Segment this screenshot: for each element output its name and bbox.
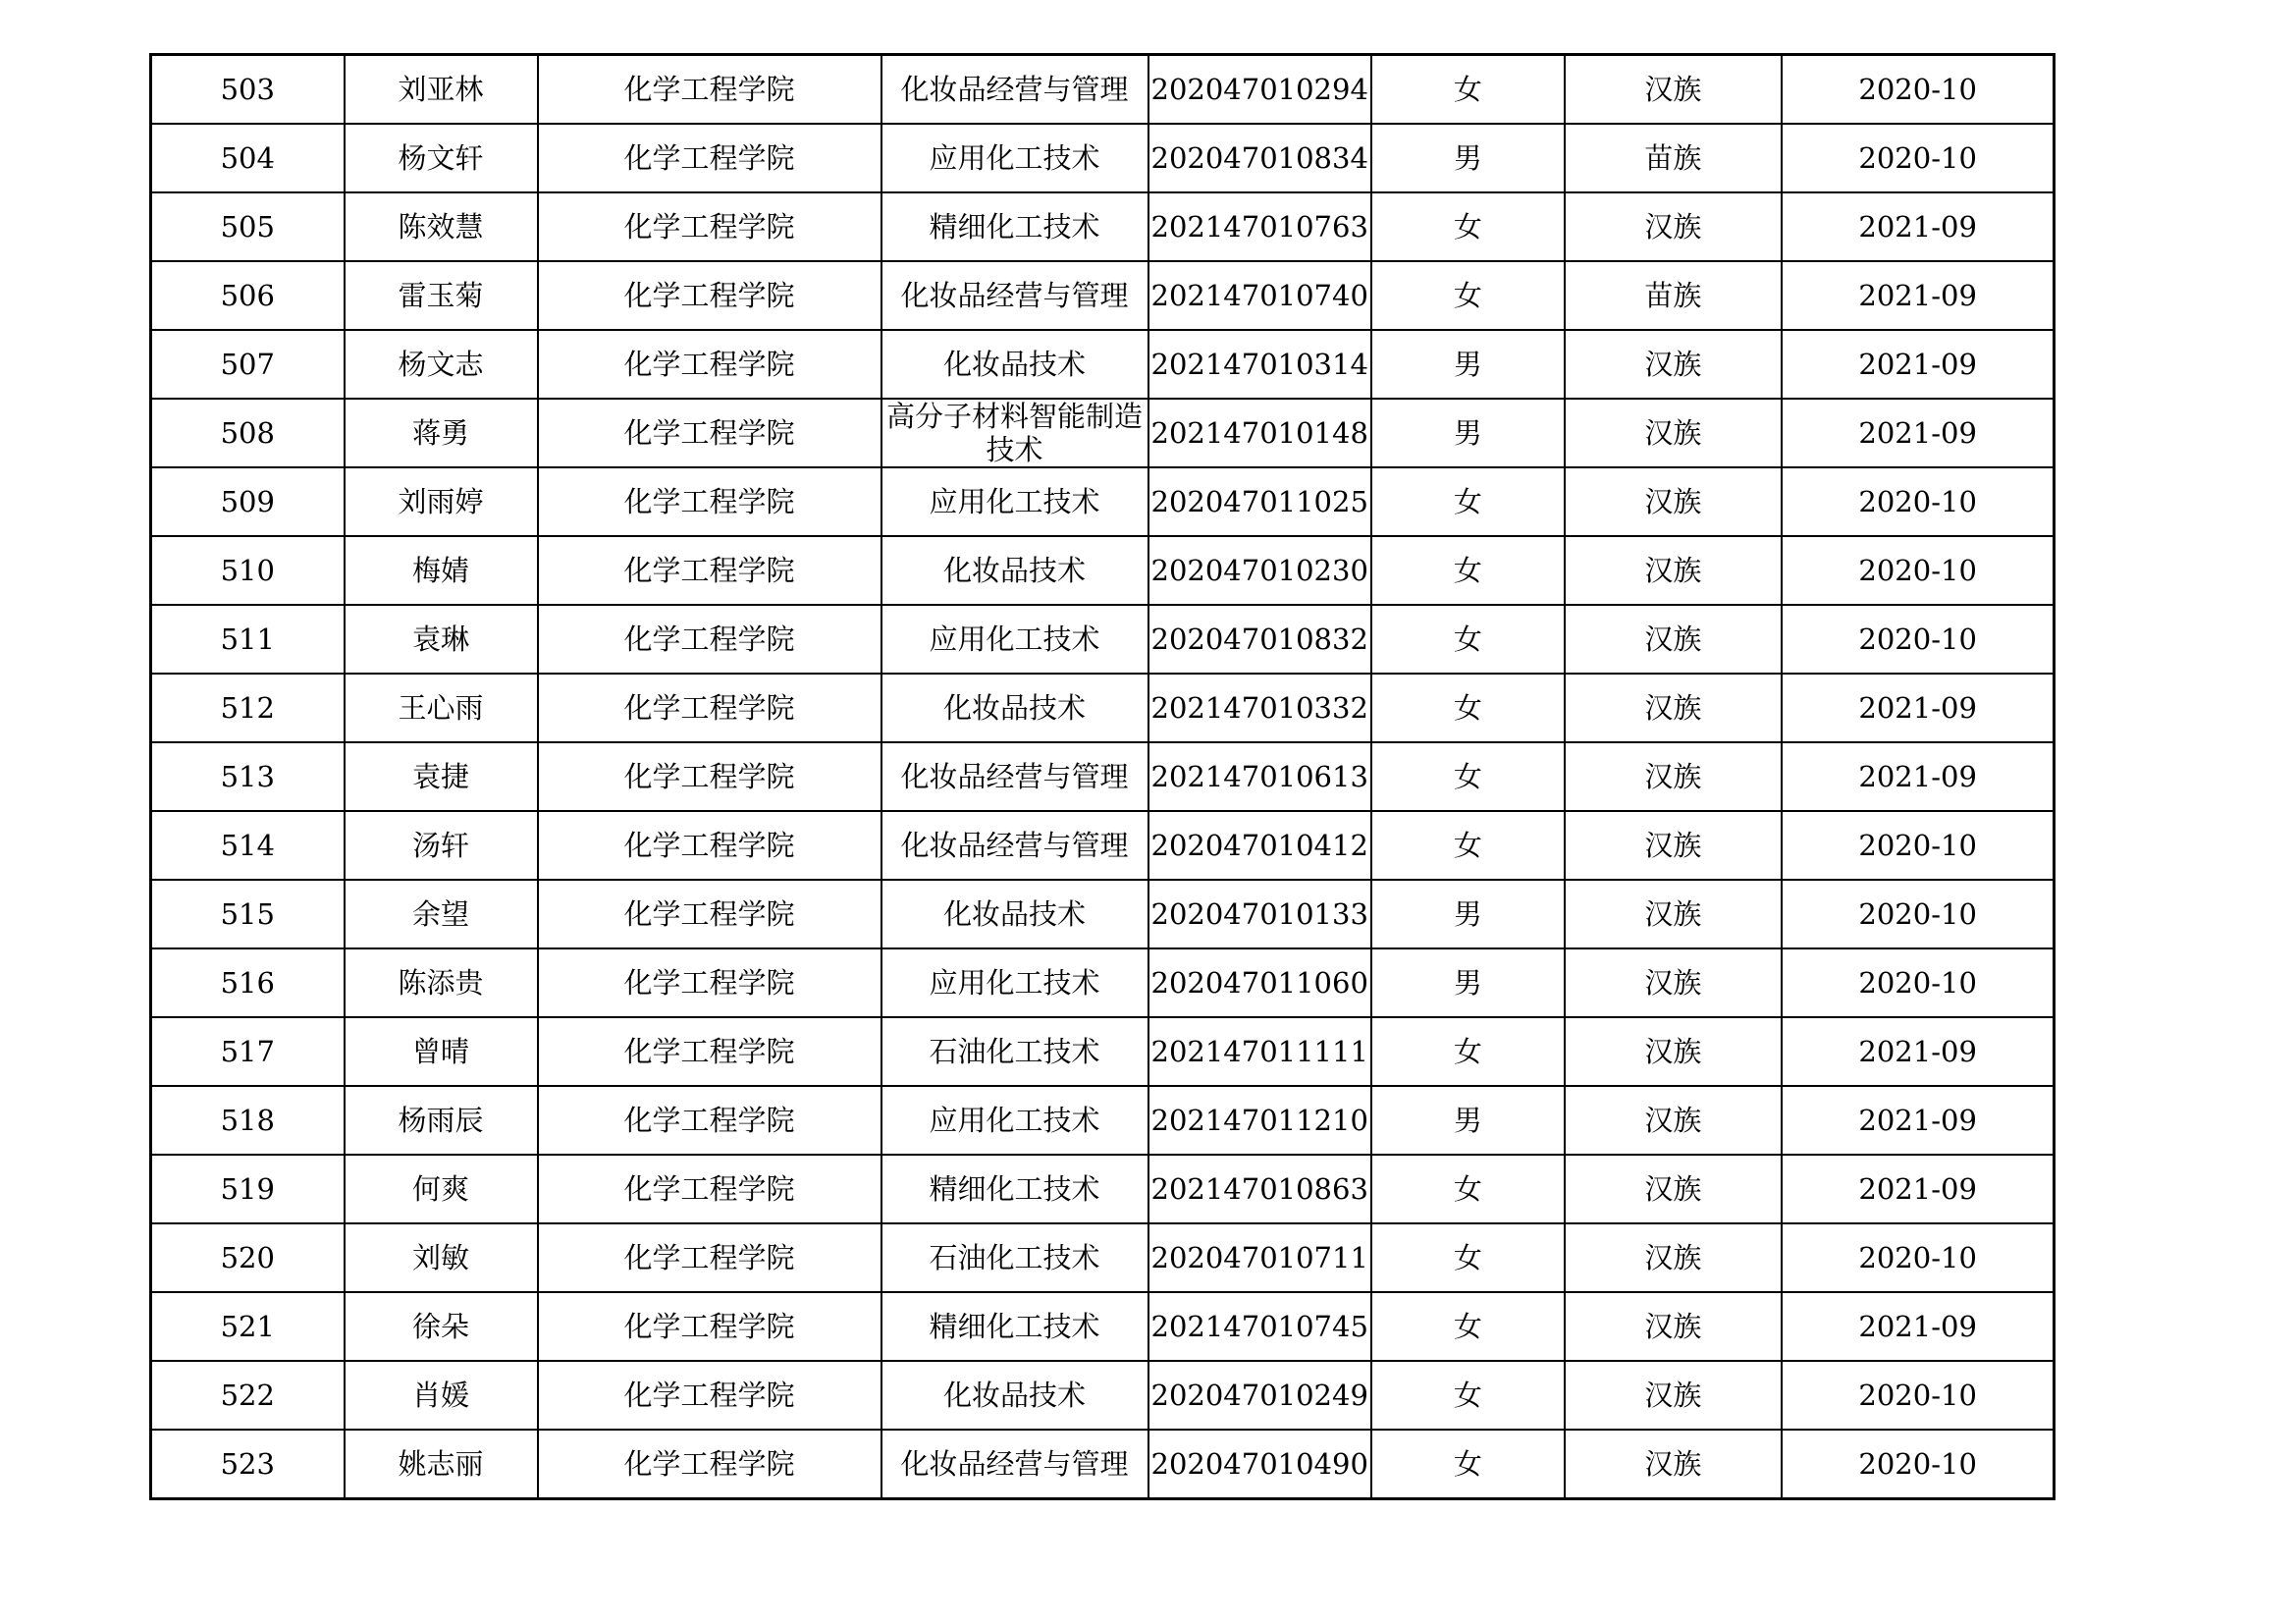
row-number-cell: 523 <box>151 1430 345 1499</box>
college-cell: 化学工程学院 <box>538 330 881 399</box>
ethnicity-cell: 汉族 <box>1565 811 1782 880</box>
college-cell: 化学工程学院 <box>538 1292 881 1361</box>
ethnicity-cell: 苗族 <box>1565 124 1782 192</box>
college-cell: 化学工程学院 <box>538 192 881 261</box>
ethnicity-cell: 苗族 <box>1565 261 1782 330</box>
row-number-cell: 513 <box>151 742 345 811</box>
college-cell: 化学工程学院 <box>538 674 881 742</box>
student-id-cell: 202047011025 <box>1148 467 1371 536</box>
student-id-cell: 202047010412 <box>1148 811 1371 880</box>
gender-cell: 女 <box>1371 192 1565 261</box>
student-id-cell: 202147010332 <box>1148 674 1371 742</box>
college-cell: 化学工程学院 <box>538 124 881 192</box>
date-cell: 2020-10 <box>1782 124 2055 192</box>
roster-table-container <box>149 53 2056 1500</box>
ethnicity-cell: 汉族 <box>1565 467 1782 536</box>
row-number-cell: 516 <box>151 948 345 1017</box>
table-row <box>151 467 2055 536</box>
gender-cell: 女 <box>1371 1017 1565 1086</box>
gender-cell: 女 <box>1371 1361 1565 1430</box>
major-cell: 化妆品技术 <box>881 880 1148 948</box>
table-row <box>151 330 2055 399</box>
date-cell: 2021-09 <box>1782 399 2055 467</box>
date-cell: 2021-09 <box>1782 1086 2055 1155</box>
ethnicity-cell: 汉族 <box>1565 55 1782 125</box>
college-cell: 化学工程学院 <box>538 811 881 880</box>
ethnicity-cell: 汉族 <box>1565 674 1782 742</box>
date-cell: 2020-10 <box>1782 467 2055 536</box>
table-row <box>151 124 2055 192</box>
student-id-cell: 202047010294 <box>1148 55 1371 125</box>
table-row <box>151 192 2055 261</box>
table-row <box>151 1086 2055 1155</box>
college-cell: 化学工程学院 <box>538 261 881 330</box>
gender-cell: 女 <box>1371 467 1565 536</box>
student-id-cell: 202147010314 <box>1148 330 1371 399</box>
table-row <box>151 674 2055 742</box>
gender-cell: 女 <box>1371 1292 1565 1361</box>
date-cell: 2020-10 <box>1782 1361 2055 1430</box>
row-number-cell: 514 <box>151 811 345 880</box>
college-cell: 化学工程学院 <box>538 948 881 1017</box>
major-cell: 化妆品经营与管理 <box>881 261 1148 330</box>
row-number-cell: 512 <box>151 674 345 742</box>
row-number-cell: 506 <box>151 261 345 330</box>
date-cell: 2020-10 <box>1782 811 2055 880</box>
major-cell: 应用化工技术 <box>881 467 1148 536</box>
ethnicity-cell: 汉族 <box>1565 742 1782 811</box>
row-number-cell: 518 <box>151 1086 345 1155</box>
row-number-cell: 504 <box>151 124 345 192</box>
student-id-cell: 202047010230 <box>1148 536 1371 605</box>
row-number-cell: 522 <box>151 1361 345 1430</box>
gender-cell: 女 <box>1371 811 1565 880</box>
table-row <box>151 742 2055 811</box>
student-name-cell: 刘敏 <box>345 1223 538 1292</box>
date-cell: 2021-09 <box>1782 261 2055 330</box>
date-cell: 2020-10 <box>1782 1430 2055 1499</box>
table-row <box>151 55 2055 125</box>
college-cell: 化学工程学院 <box>538 55 881 125</box>
gender-cell: 男 <box>1371 1086 1565 1155</box>
gender-cell: 女 <box>1371 536 1565 605</box>
major-cell: 精细化工技术 <box>881 192 1148 261</box>
student-id-cell: 202147010148 <box>1148 399 1371 467</box>
student-name-cell: 陈效慧 <box>345 192 538 261</box>
date-cell: 2021-09 <box>1782 1017 2055 1086</box>
student-name-cell: 刘亚林 <box>345 55 538 125</box>
table-row <box>151 536 2055 605</box>
student-id-cell: 202147011111 <box>1148 1017 1371 1086</box>
major-cell: 化妆品经营与管理 <box>881 1430 1148 1499</box>
student-id-cell: 202147010863 <box>1148 1155 1371 1223</box>
table-row <box>151 1292 2055 1361</box>
row-number-cell: 520 <box>151 1223 345 1292</box>
major-cell: 化妆品技术 <box>881 536 1148 605</box>
major-cell: 化妆品经营与管理 <box>881 55 1148 125</box>
major-cell: 石油化工技术 <box>881 1017 1148 1086</box>
date-cell: 2020-10 <box>1782 605 2055 674</box>
row-number-cell: 509 <box>151 467 345 536</box>
roster-table-body <box>151 55 2055 1499</box>
date-cell: 2021-09 <box>1782 330 2055 399</box>
date-cell: 2021-09 <box>1782 674 2055 742</box>
student-id-cell: 202047010249 <box>1148 1361 1371 1430</box>
date-cell: 2021-09 <box>1782 1155 2055 1223</box>
row-number-cell: 510 <box>151 536 345 605</box>
ethnicity-cell: 汉族 <box>1565 1361 1782 1430</box>
table-row <box>151 1361 2055 1430</box>
college-cell: 化学工程学院 <box>538 1086 881 1155</box>
table-row <box>151 261 2055 330</box>
gender-cell: 女 <box>1371 1223 1565 1292</box>
major-cell: 应用化工技术 <box>881 124 1148 192</box>
table-row <box>151 1155 2055 1223</box>
row-number-cell: 517 <box>151 1017 345 1086</box>
row-number-cell: 519 <box>151 1155 345 1223</box>
row-number-cell: 515 <box>151 880 345 948</box>
student-id-cell: 202047010490 <box>1148 1430 1371 1499</box>
row-number-cell: 511 <box>151 605 345 674</box>
ethnicity-cell: 汉族 <box>1565 192 1782 261</box>
student-id-cell: 202147010740 <box>1148 261 1371 330</box>
date-cell: 2020-10 <box>1782 948 2055 1017</box>
college-cell: 化学工程学院 <box>538 1223 881 1292</box>
table-row <box>151 1223 2055 1292</box>
student-name-cell: 杨文志 <box>345 330 538 399</box>
ethnicity-cell: 汉族 <box>1565 399 1782 467</box>
student-id-cell: 202047010711 <box>1148 1223 1371 1292</box>
date-cell: 2021-09 <box>1782 742 2055 811</box>
gender-cell: 女 <box>1371 261 1565 330</box>
date-cell: 2020-10 <box>1782 880 2055 948</box>
student-id-cell: 202047010133 <box>1148 880 1371 948</box>
ethnicity-cell: 汉族 <box>1565 1430 1782 1499</box>
row-number-cell: 521 <box>151 1292 345 1361</box>
gender-cell: 男 <box>1371 399 1565 467</box>
major-cell: 化妆品经营与管理 <box>881 742 1148 811</box>
table-row <box>151 811 2055 880</box>
college-cell: 化学工程学院 <box>538 742 881 811</box>
row-number-cell: 508 <box>151 399 345 467</box>
gender-cell: 女 <box>1371 55 1565 125</box>
student-name-cell: 刘雨婷 <box>345 467 538 536</box>
student-name-cell: 王心雨 <box>345 674 538 742</box>
roster-table <box>149 53 2056 1500</box>
gender-cell: 女 <box>1371 1155 1565 1223</box>
student-name-cell: 袁捷 <box>345 742 538 811</box>
major-cell: 高分子材料智能制造技术 <box>881 399 1148 467</box>
college-cell: 化学工程学院 <box>538 536 881 605</box>
date-cell: 2020-10 <box>1782 536 2055 605</box>
major-cell: 精细化工技术 <box>881 1292 1148 1361</box>
row-number-cell: 507 <box>151 330 345 399</box>
table-row <box>151 880 2055 948</box>
major-cell: 化妆品经营与管理 <box>881 811 1148 880</box>
student-id-cell: 202047010832 <box>1148 605 1371 674</box>
gender-cell: 男 <box>1371 880 1565 948</box>
college-cell: 化学工程学院 <box>538 1430 881 1499</box>
major-cell: 石油化工技术 <box>881 1223 1148 1292</box>
student-id-cell: 202147010613 <box>1148 742 1371 811</box>
date-cell: 2021-09 <box>1782 1292 2055 1361</box>
college-cell: 化学工程学院 <box>538 467 881 536</box>
date-cell: 2020-10 <box>1782 1223 2055 1292</box>
major-cell: 应用化工技术 <box>881 1086 1148 1155</box>
ethnicity-cell: 汉族 <box>1565 1155 1782 1223</box>
student-name-cell: 蒋勇 <box>345 399 538 467</box>
major-cell: 化妆品技术 <box>881 330 1148 399</box>
ethnicity-cell: 汉族 <box>1565 605 1782 674</box>
college-cell: 化学工程学院 <box>538 1361 881 1430</box>
major-cell: 精细化工技术 <box>881 1155 1148 1223</box>
row-number-cell: 503 <box>151 55 345 125</box>
gender-cell: 男 <box>1371 948 1565 1017</box>
gender-cell: 女 <box>1371 674 1565 742</box>
ethnicity-cell: 汉族 <box>1565 1017 1782 1086</box>
major-cell: 化妆品技术 <box>881 674 1148 742</box>
row-number-cell: 505 <box>151 192 345 261</box>
table-row <box>151 399 2055 467</box>
student-name-cell: 何爽 <box>345 1155 538 1223</box>
table-row <box>151 605 2055 674</box>
student-id-cell: 202047010834 <box>1148 124 1371 192</box>
student-name-cell: 陈添贵 <box>345 948 538 1017</box>
major-cell: 应用化工技术 <box>881 948 1148 1017</box>
student-name-cell: 姚志丽 <box>345 1430 538 1499</box>
student-name-cell: 杨雨辰 <box>345 1086 538 1155</box>
student-id-cell: 202147010745 <box>1148 1292 1371 1361</box>
ethnicity-cell: 汉族 <box>1565 880 1782 948</box>
table-row <box>151 1017 2055 1086</box>
gender-cell: 男 <box>1371 124 1565 192</box>
gender-cell: 女 <box>1371 742 1565 811</box>
college-cell: 化学工程学院 <box>538 605 881 674</box>
student-name-cell: 袁琳 <box>345 605 538 674</box>
table-row <box>151 1430 2055 1499</box>
student-id-cell: 202147010763 <box>1148 192 1371 261</box>
table-row <box>151 948 2055 1017</box>
student-name-cell: 梅婧 <box>345 536 538 605</box>
college-cell: 化学工程学院 <box>538 1017 881 1086</box>
student-name-cell: 肖媛 <box>345 1361 538 1430</box>
college-cell: 化学工程学院 <box>538 1155 881 1223</box>
gender-cell: 女 <box>1371 605 1565 674</box>
student-id-cell: 202147011210 <box>1148 1086 1371 1155</box>
date-cell: 2020-10 <box>1782 55 2055 125</box>
student-name-cell: 杨文轩 <box>345 124 538 192</box>
ethnicity-cell: 汉族 <box>1565 948 1782 1017</box>
ethnicity-cell: 汉族 <box>1565 1292 1782 1361</box>
major-cell: 化妆品技术 <box>881 1361 1148 1430</box>
gender-cell: 男 <box>1371 330 1565 399</box>
student-id-cell: 202047011060 <box>1148 948 1371 1017</box>
date-cell: 2021-09 <box>1782 192 2055 261</box>
student-name-cell: 汤轩 <box>345 811 538 880</box>
major-cell: 应用化工技术 <box>881 605 1148 674</box>
gender-cell: 女 <box>1371 1430 1565 1499</box>
student-name-cell: 曾晴 <box>345 1017 538 1086</box>
college-cell: 化学工程学院 <box>538 880 881 948</box>
student-name-cell: 余望 <box>345 880 538 948</box>
ethnicity-cell: 汉族 <box>1565 536 1782 605</box>
student-name-cell: 徐朵 <box>345 1292 538 1361</box>
ethnicity-cell: 汉族 <box>1565 330 1782 399</box>
student-name-cell: 雷玉菊 <box>345 261 538 330</box>
college-cell: 化学工程学院 <box>538 399 881 467</box>
ethnicity-cell: 汉族 <box>1565 1086 1782 1155</box>
ethnicity-cell: 汉族 <box>1565 1223 1782 1292</box>
